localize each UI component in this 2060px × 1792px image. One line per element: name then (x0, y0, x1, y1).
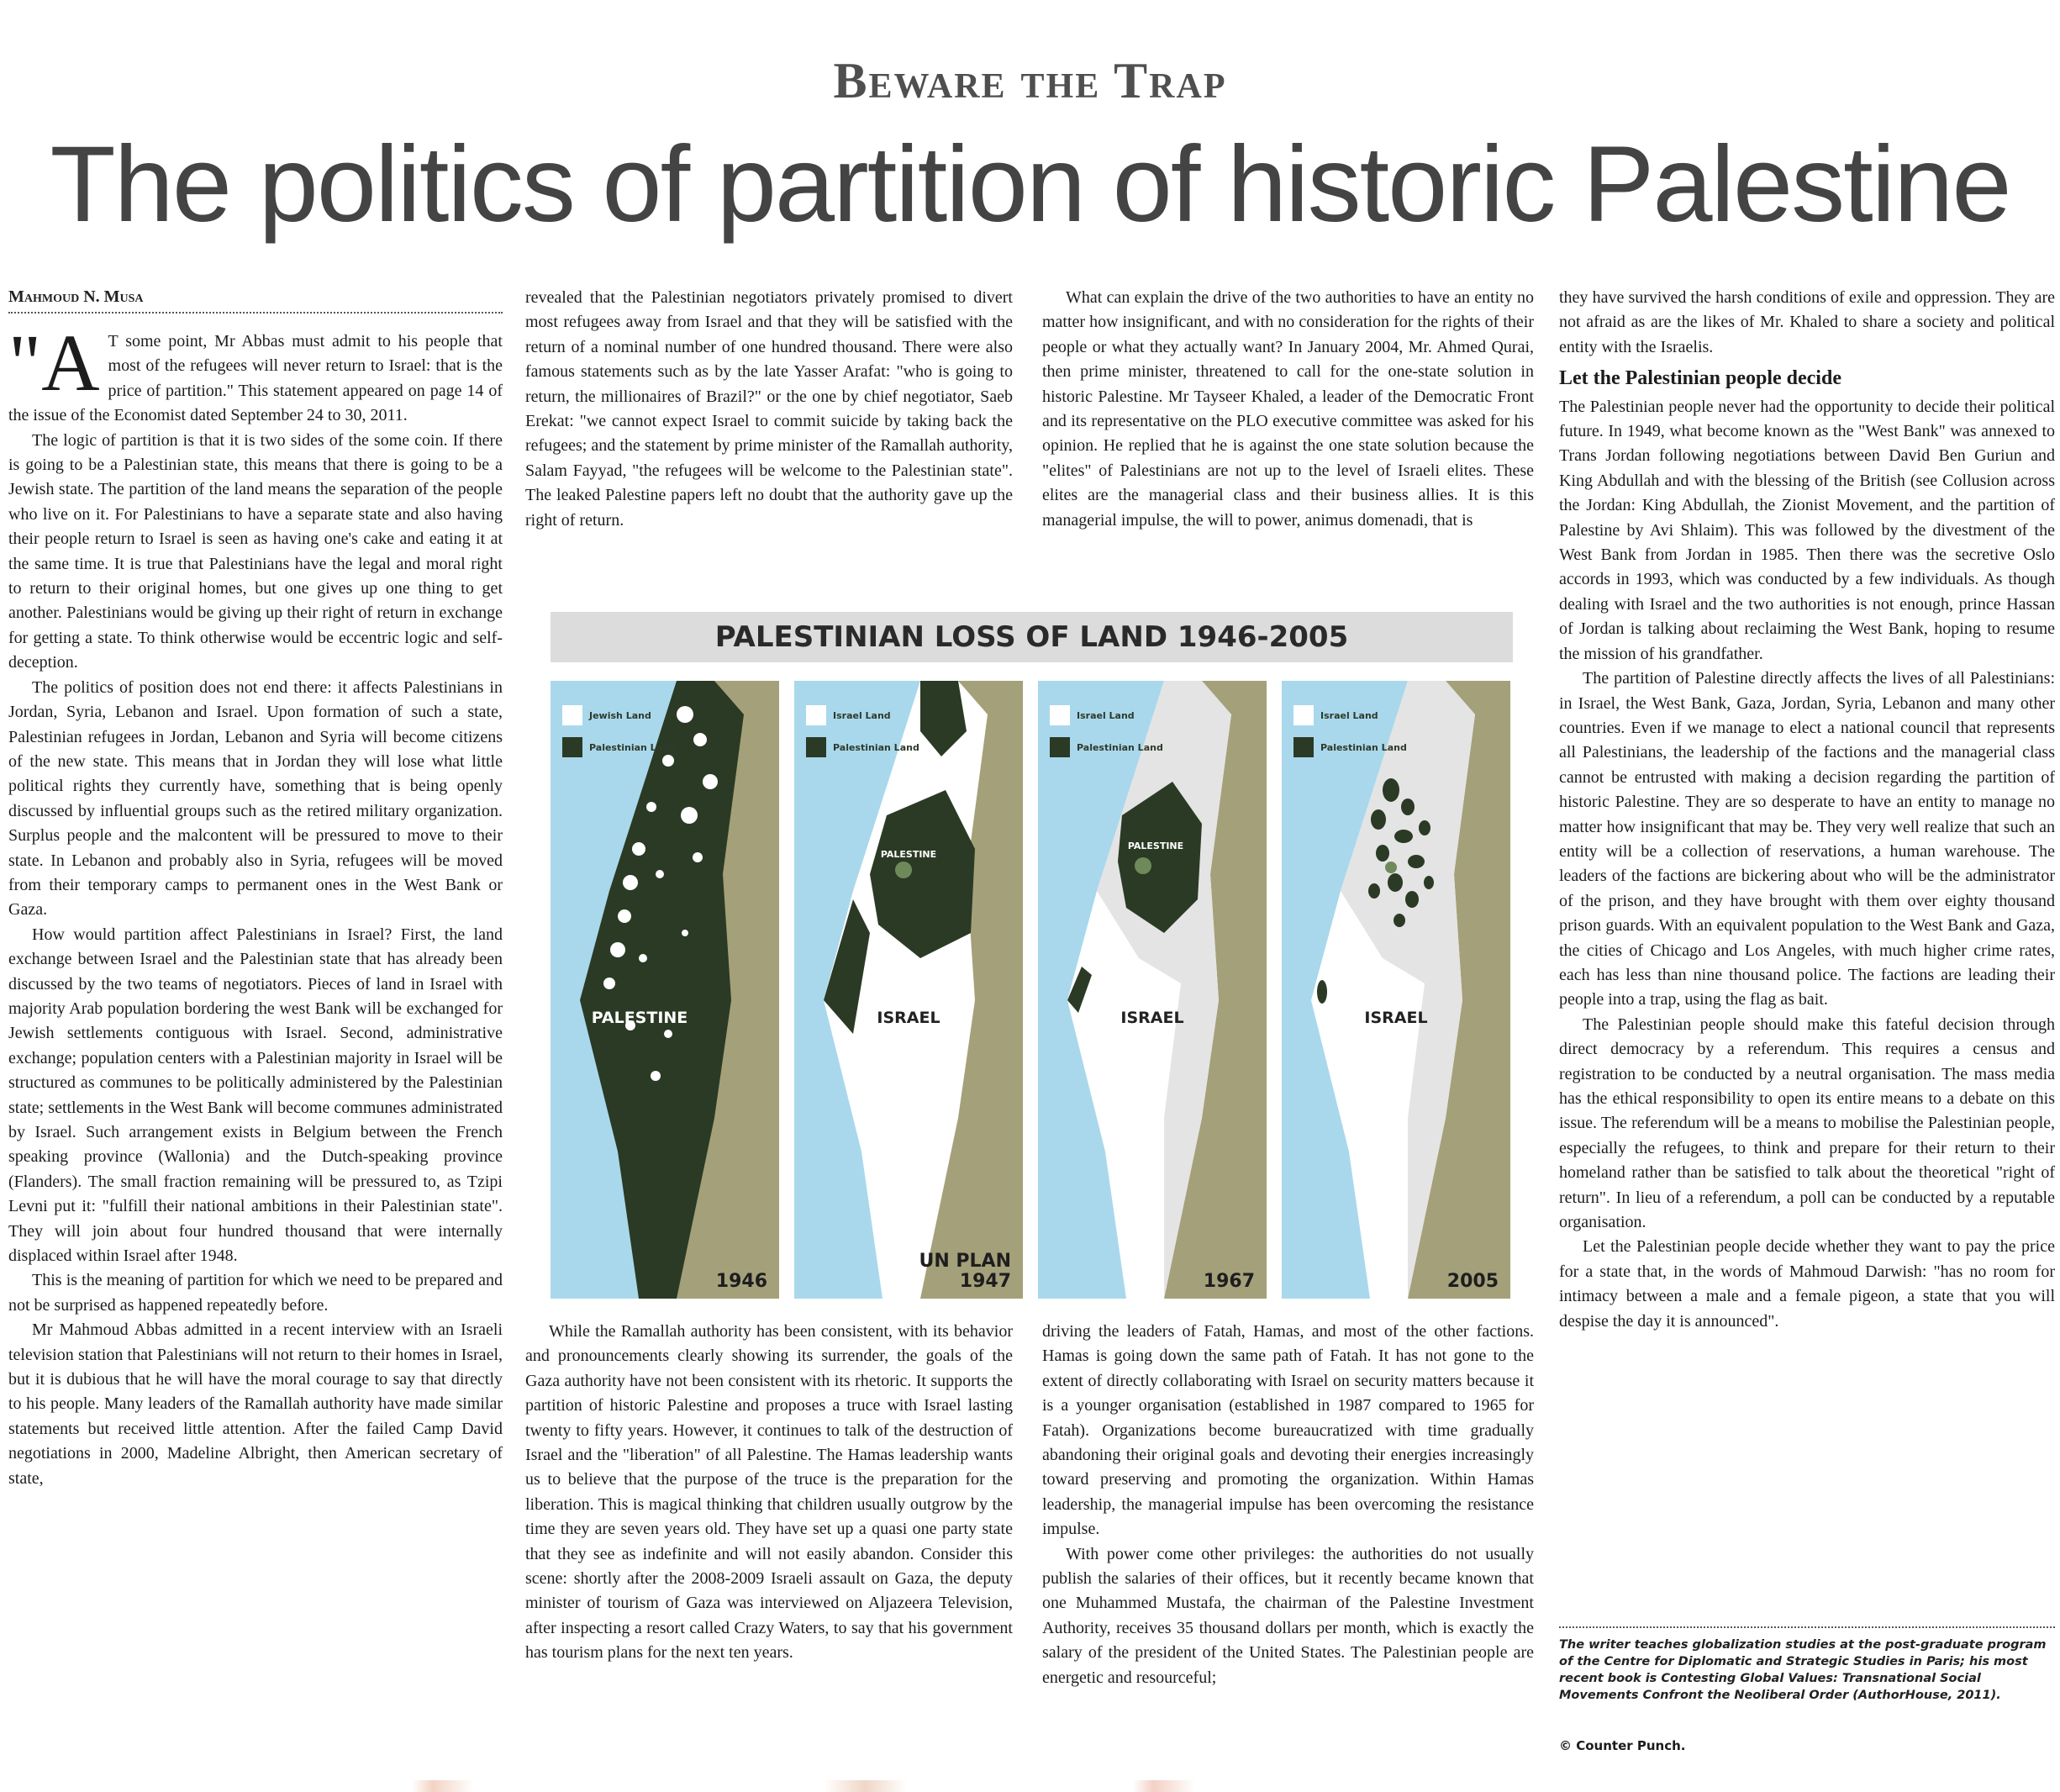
map-year: 1946 (715, 1271, 767, 1292)
map-big-label: PALESTINE (591, 1009, 688, 1027)
paragraph: The partition of Palestine directly affects the lives of all Palestinians: in Israel, the West Bank, Gaza, Jordan, Syria, Lebanon and many other countries. Even if we manage to elect a national council that represents all Palestinians, the leadership of the factions and the managerial class cannot be entrusted with making a decision regarding the partition of historic Palestine. They are so desperate to have an entity to manage no matter how insignificant that may be. They very well realize that such an entity will be a collection of reservations, a human warehouse. The leaders of the factions are bickering about who will be the administrator of the prison, and they have brought with them over eighty thousand prison guards. With an equivalent population to the West Bank and Gaza, the cities of Chicago and Los Angeles, with much higher crime rates, each has less than nine thousand police. The factions are leading their people into a trap, using the flag as bait. (1559, 669, 2055, 1009)
legend-label: Israel Land (1320, 709, 1378, 721)
bottom-edge (0, 1780, 2060, 1792)
map-legend (562, 699, 676, 763)
map-year: 1967 (1203, 1271, 1255, 1292)
headline: The politics of partition of historic Palestine (50, 124, 2010, 245)
article-column-3-bottom (1042, 1320, 1534, 1690)
loss-of-land-graphic (551, 612, 1513, 1301)
legend-swatch (562, 737, 582, 757)
legend-label: Palestinian Land (1077, 741, 1163, 753)
paragraph: they have survived the harsh conditions of exile and oppression. They are not afraid as are the likes of Mr. Khaled to share a society and political entity with the Israelis. (1559, 288, 2055, 356)
paragraph: What can explain the drive of the two authorities to have an entity no matter how insignificant, and with no consideration for the rights of their people or what they actually want? In January 2004, Mr. Ahmed Qurai, then prime minister, threatened to call for the one-state solution in historic Palestine. Mr Tayseer Khaled, a leader of the Democratic Front and its representative on the PLO executive committee was asked for his opinion. He replied that he is against the one state solution because the "elites" of Palestinians are not up to the level of Israeli elites. These elites are the managerial class and their business allies. It is this managerial impulse, the will to power, animus domenadi, that is (1042, 288, 1534, 530)
map-big-label: ISRAEL (1120, 1009, 1184, 1027)
legend-label: Palestinian Land (589, 741, 676, 753)
graphic-title: PALESTINIAN LOSS OF LAND 1946-2005 (551, 612, 1513, 662)
article-column-3-top (1042, 286, 1534, 533)
paragraph: driving the leaders of Fatah, Hamas, and most of the other factions. Hamas is going down the same path of Fatah. It has not gone to the extent of directly collaborating with Israel on security matters because it is a younger organisation (established in 1987 compared to 1965 for Fatah). Organizations become bureaucratized with time gradually abandoning their original goals and devoting their energies increasingly toward preserving and promoting the organization. Within Hamas leadership, the managerial impulse has been overcoming the resistance impulse. (1042, 1322, 1534, 1539)
lead-paragraph (8, 318, 503, 429)
legend-label: Jewish Land (589, 709, 651, 721)
paragraph: How would partition affect Palestinians in Israel? First, the land exchange between Israel and the Palestinian state that has already been discussed by the two teams of negotiators. Pieces of land in Israel with majority Arab population bordering the west Bank will be exchanged for Jewish settlements contiguous with Israel. Second, administrative exchange; population centers with a Palestinian majority in Israel will be structured as communes to be politically administered by the Palestinian state; settlements in the West Bank will become communes administrated by Israel. Such arrangement exists in Belgium between the French speaking province (Wallonia) and the Dutch-speaking province (Flanders). The small fraction remaining will be pressured to, as Tzipi Levni put it: "fulfill their national ambitions in their Palestinian state". They will join about four hundred thousand that were internally displaced within Israel after 1948. (8, 925, 503, 1266)
paragraph: This is the meaning of partition for which we need to be prepared and not be surprised as happened repeatedly before. (8, 1271, 503, 1315)
kicker: Beware the Trap (833, 53, 1227, 108)
subhead: Let the Palestinian people decide (1559, 367, 1841, 390)
paragraph: The politics of position does not end there: it affects Palestinians in Jordan, Syria, Lebanon and Israel. Upon formation of such a state, Palestinian refugees in Jordan, Lebanon and Syria will become citizens of the new state. This means that in Jordan they will lose what little political rights they currently have, something that is being openly discussed by influential groups such as the retired military organization. Surplus people and the malcontent will be pressured to move to their state. In Lebanon and probably also in Syria, refugees will be moved from their temporary camps to permanent ones in the West Bank or Gaza. (8, 677, 503, 920)
paragraph: With power come other privileges: the authorities do not usually publish the salaries of their offices, but it recently became known that one Muhammed Mustafa, the chairman of the Palestine Investment Authority, receives 35 thousand dollars per month, which is exactly the salary of the president of the United States. The Palestinian people are energetic and resourceful; (1042, 1544, 1534, 1687)
map-legend (806, 699, 919, 763)
byline: Mahmoud N. Musa (8, 287, 503, 314)
paragraph: The Palestinian people never had the opportunity to decide their political future. In 1949, what become known as the "West Bank" was annexed to Trans Jordan following negotiations between David Ben Guriun and King Abdullah and with the blessing of the British (see Collusion across the Jordan: King Abdullah, the Zionist Movement, and the partition of Palestine by Avi Shlaim). This was followed by the divestment of the West Bank from Jordan in 1985. Then there was the secretive Oslo accords in 1993, which was conducted by a few individuals. As though dealing with Israel and the two authorities is not enough, prince Hassan of Jordan is talking about reclaiming the West Bank, hoping to resume the mission of his grandfather. (1559, 397, 2055, 663)
map-1947 (794, 681, 1023, 1299)
paragraph: The Palestinian people should make this fateful decision through direct democracy by a referendum. This requires a census and registration to be conducted by a neutral organisation. The mass media has the ethical responsibility to open its entire means to a debate on this issue. The referendum will be a means to mobilise the Palestinian people, especially the refugees, to think and prepare for their return to their homeland rather than be satisfied to talk about the theoretical "right of return". In lieu of a referendum, a poll can be conducted by a reputable organisation. (1559, 1015, 2055, 1232)
credit: © Counter Punch. (1559, 1738, 1686, 1753)
map-small-label: PALESTINE (880, 849, 937, 860)
legend-swatch (562, 705, 582, 725)
jerusalem-zone (895, 862, 912, 878)
map-panel-1947 (794, 681, 1023, 1299)
lead-text: T some point, Mr Abbas must admit to his people that most of the refugees will never return to Israel: that is the price of partition." This statement appeared on page 14 of the issue of the Economist dated September 24 to 30, 2011. (8, 332, 503, 425)
map-1946 (551, 681, 779, 1299)
dropcap: "A (8, 318, 100, 408)
paragraph: Mr Mahmoud Abbas admitted in a recent interview with an Israeli television station that Palestinians will not return to their homes in Israel, but it is dubious that he will have the moral courage to say that directly to his people. Many leaders of the Ramallah authority have made similar statements but received little attention. After the failed Camp David negotiations in 2000, Madeline Albright, then American secretary of state, (8, 1320, 503, 1488)
author-note: The writer teaches globalization studies at the post-graduate program of the Centre for Diplomatic and Strategic Studies in Paris; his most recent book is Contesting Global Values: Transnational Social Movements Confront the Neoliberal Order (AuthorHouse, 2011). (1559, 1626, 2055, 1704)
article-column-2-bottom (525, 1320, 1013, 1666)
legend-label: Israel Land (833, 709, 891, 721)
map-big-label: ISRAEL (877, 1009, 940, 1027)
map-big-label: ISRAEL (1364, 1009, 1428, 1027)
paragraph: The logic of partition is that it is two sides of the some coin. If there is going to be a Palestinian state, this means that there is going to be a Jewish state. The partition of the land means the separation of the people who live on it. For Palestinians to have a separate state and also having their people return to Israel is seen as having one's cake and eating it at the same time. It is true that Palestinians have the legal and moral right to return to their original homes, but one gives up one thing to get another. Palestinians would be giving up their right of return in exchange for getting a state. To think otherwise would be eccentric logic and self-deception. (8, 430, 503, 672)
paragraph: Let the Palestinian people decide whether they want to pay the price for a state that, in the words of Mahmoud Darwish: "has no room for intimacy between a male and a female pigeon, a state that you will despise the day it is announced". (1559, 1237, 2055, 1331)
legend-label: Palestinian Land (1320, 741, 1407, 753)
map-year: UN PLAN 1947 (919, 1251, 1011, 1292)
article-column-4 (1559, 286, 2055, 1334)
paragraph: revealed that the Palestinian negotiators privately promised to divert most refugees away from Israel and that they will be satisfied with the return of a nominal number of one hundred thousand. There were also famous statements such as by the late Yasser Arafat: "who is going to return, the millionaires of Brazil?" or the one by chief negotiator, Saeb Erekat: "we cannot expect Israel to commit suicide by taking back the refugees; and the statement by prime minister of the Ramallah authority, Salam Fayyad, "the refugees will be welcome to the Palestinian state". The leaked Palestine papers left no doubt that the authority gave up the right of return. (525, 288, 1013, 530)
map-legend (1050, 699, 1163, 763)
map-panel-1946 (551, 681, 779, 1299)
legend-label: Israel Land (1077, 709, 1135, 721)
map-small-label: PALESTINE (1127, 841, 1184, 851)
map-panel-1967 (1038, 681, 1267, 1299)
map-1967 (1038, 681, 1267, 1299)
map-legend (1293, 699, 1407, 763)
article-column-1 (8, 318, 503, 1491)
map-panel-2005 (1282, 681, 1510, 1299)
legend-label: Palestinian Land (833, 741, 919, 753)
article-column-2-top (525, 286, 1013, 533)
paragraph: While the Ramallah authority has been consistent, with its behavior and pronouncements clearly showing its surrender, the goals of the Gaza authority have not been consistent with its rhetoric. It supports the partition of historic Palestine and proposes a truce with Israel lasting twenty to fifty years. However, it continues to talk of the destruction of Israel and the "liberation" of all Palestine. The Hamas leadership wants us to believe that the purpose of the truce is the preparation for the liberation. This is magical thinking that children usually outgrow by the time they are seven years old. They have set up a quasi one party state that they see as indefinite and will not easily abandon. Consider this scene: shortly after the 2008-2009 Israeli assault on Gaza, the deputy minister of tourism of Gaza was interviewed on Aljazeera Television, after inspecting a resort called Crazy Waters, to say that his government has tourism plans for the next ten years. (525, 1322, 1013, 1663)
map-year: 2005 (1446, 1271, 1499, 1292)
map-2005 (1282, 681, 1510, 1299)
